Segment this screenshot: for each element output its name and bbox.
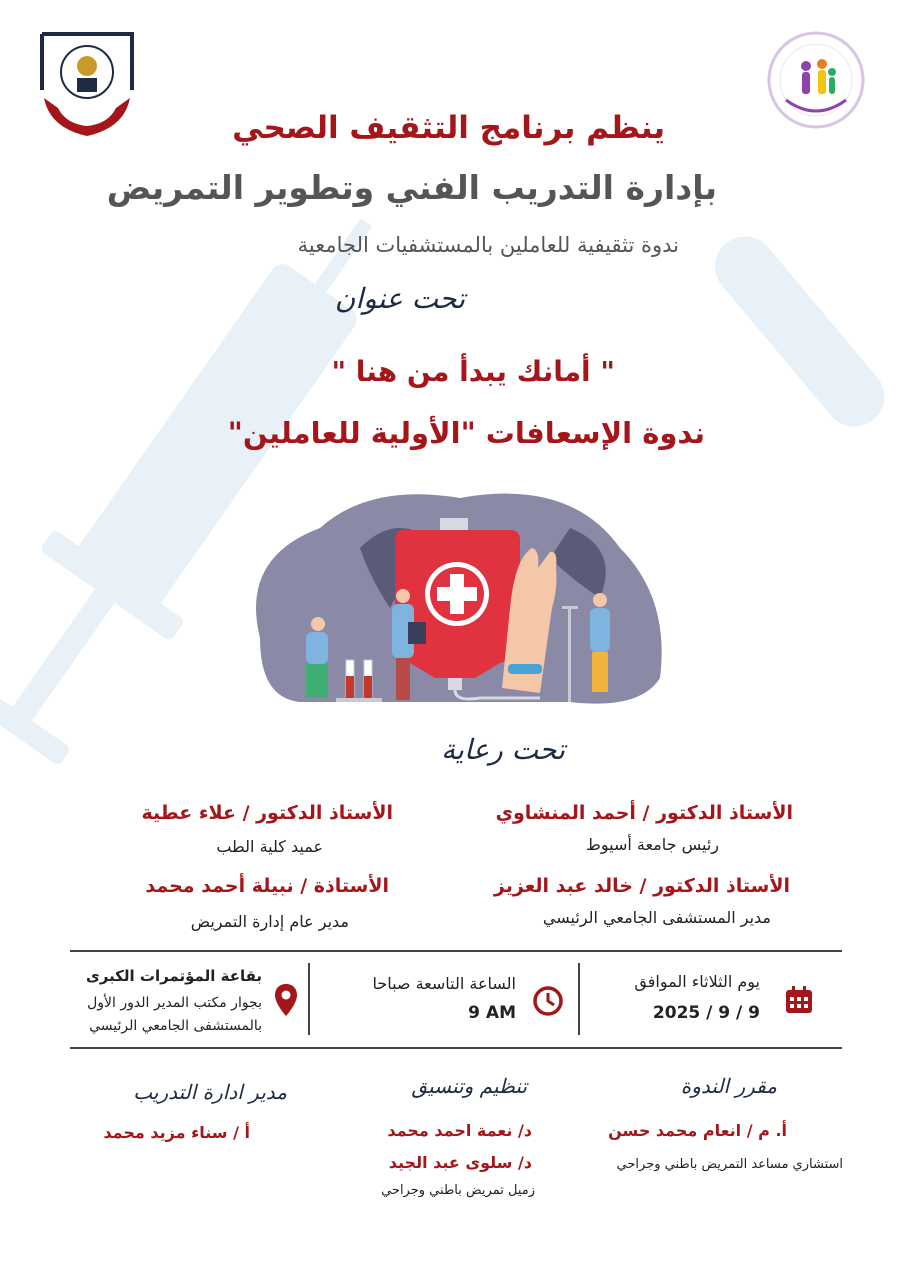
patron-name: الأستاذ الدكتور / خالد عبد العزيز	[493, 875, 790, 897]
calendar-icon	[784, 985, 814, 1015]
seminar-slogan: " أمانك يبدأ من هنا "	[331, 355, 615, 388]
organizer-name: د/ نعمة احمد محمد	[387, 1121, 532, 1140]
patron-role: مدير عام إدارة التمريض	[190, 912, 349, 931]
under-title-label: تحت عنوان	[334, 282, 465, 315]
divider	[308, 963, 310, 1035]
venue-line: بالمستشفى الجامعي الرئيسي	[89, 1018, 262, 1034]
event-time-label: الساعة التاسعة صباحا	[372, 974, 516, 993]
headline-organizer: ينظم برنامج التثقيف الصحي	[232, 110, 665, 146]
patron-name: الأستاذة / نبيلة أحمد محمد	[145, 875, 389, 897]
location-pin-icon	[274, 983, 298, 1017]
patronage-label: تحت رعاية	[441, 733, 565, 766]
event-time: 9 AM	[468, 1003, 516, 1023]
organizers-title: تنظيم وتنسيق	[411, 1074, 527, 1098]
event-date: 2025 / 9 / 9	[652, 1003, 760, 1023]
health-education-program-logo	[766, 30, 866, 130]
rapporteur-name: أ. م / انعام محمد حسن	[608, 1121, 787, 1140]
university-logo	[40, 32, 134, 140]
seminar-title: ندوة الإسعافات "الأولية للعاملين"	[227, 416, 705, 450]
patron-role: رئيس جامعة أسيوط	[586, 835, 719, 854]
divider	[578, 963, 580, 1035]
patron-name: الأستاذ الدكتور / أحمد المنشاوي	[495, 802, 793, 824]
organizers-role: زميل تمريض باطني وجراحي	[381, 1183, 535, 1198]
event-day: يوم الثلاثاء الموافق	[634, 972, 760, 991]
organizer-name: د/ سلوى عبد الجيد	[388, 1153, 532, 1172]
rapporteur-role: استشاري مساعد التمريض باطني وجراحي	[616, 1157, 843, 1172]
director-name: أ / سناء مزيد محمد	[103, 1123, 250, 1142]
divider	[70, 1047, 842, 1049]
venue-line: بجوار مكتب المدير الدور الأول	[87, 995, 262, 1011]
clock-icon	[532, 985, 564, 1017]
rapporteur-title: مقرر الندوة	[680, 1074, 777, 1098]
patron-role: عميد كلية الطب	[216, 837, 323, 856]
divider	[70, 950, 842, 952]
headline-department: بإدارة التدريب الفني وتطوير التمريض	[106, 168, 717, 207]
headline-audience: ندوة تثقيفية للعاملين بالمستشفيات الجامعية	[297, 233, 679, 257]
blood-bag-illustration	[240, 488, 665, 710]
patron-name: الأستاذ الدكتور / علاء عطية	[141, 802, 393, 824]
venue-title: بقاعة المؤتمرات الكبرى	[85, 967, 262, 985]
director-title: مدير ادارة التدريب	[133, 1080, 287, 1104]
patron-role: مدير المستشفى الجامعي الرئيسي	[542, 908, 771, 927]
